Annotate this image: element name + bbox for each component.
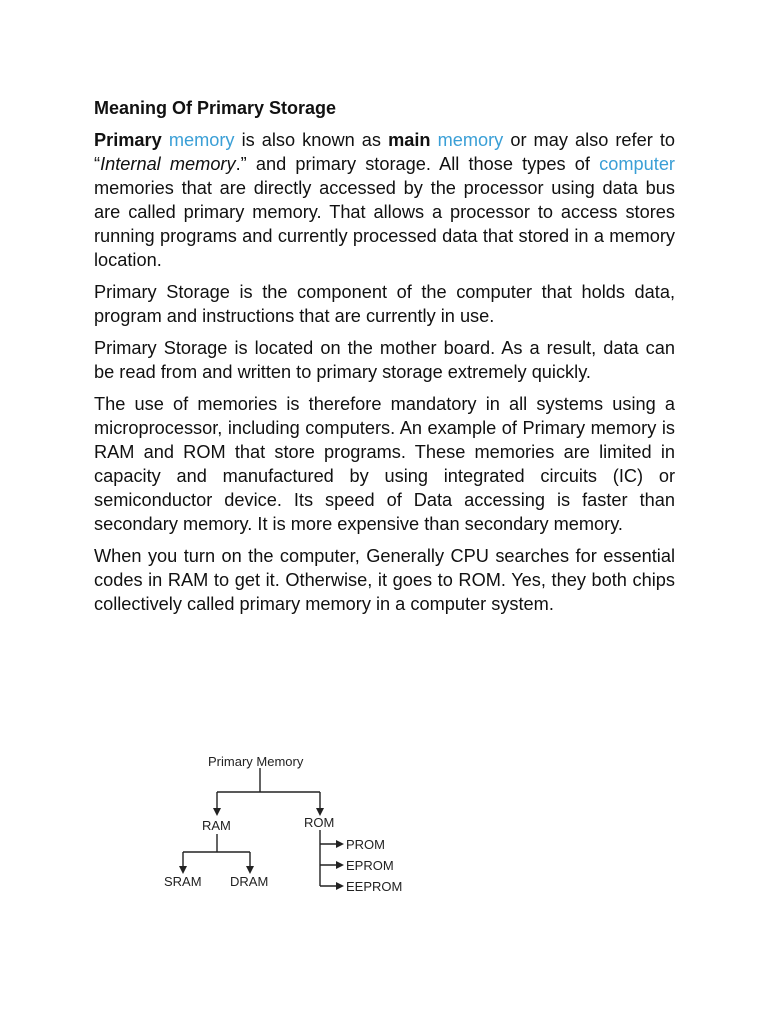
paragraph-1-text-d: memories that are directly accessed by the processor using data bus are called primary memory. That allows a processor to access stores running programs and currently processed data that stored in a memory location. bbox=[94, 178, 675, 270]
paragraph-1 bbox=[94, 128, 675, 272]
node-dram: DRAM bbox=[230, 874, 269, 889]
node-eprom: EPROM bbox=[346, 858, 394, 873]
node-eeprom: EEPROM bbox=[346, 879, 403, 894]
paragraph-3: Primary Storage is located on the mother board. As a result, data can be read from and written to primary storage extremely quickly. bbox=[94, 338, 675, 382]
memory-hierarchy-diagram bbox=[150, 740, 450, 910]
link-computer[interactable]: computer bbox=[599, 154, 675, 174]
link-memory-2[interactable]: memory bbox=[437, 130, 504, 150]
paragraph-4: The use of memories is therefore mandatory in all systems using a microprocessor, including computers. An example of Primary memory is RAM and ROM that store programs. These memories are limited in capacity and manufactured by using integrated circuits (IC) or semiconductor device. Its speed of Data accessing is faster than secondary memory. It is more expensive than secondary memory. bbox=[94, 394, 675, 534]
node-rom: ROM bbox=[304, 815, 335, 830]
paragraph-5: When you turn on the computer, Generally CPU searches for essential codes in RAM to get it. Otherwise, it goes to ROM. Yes, they both chips collectively called primary memory in a computer system. bbox=[94, 546, 675, 614]
bold-primary: Primary bbox=[94, 130, 162, 150]
paragraph-1-text-a: is also known as bbox=[241, 130, 381, 150]
paragraph-1-text-c: .” and primary storage. All those types of bbox=[235, 154, 590, 174]
italic-internal-memory: Internal memory bbox=[100, 154, 236, 174]
node-prom: PROM bbox=[346, 837, 385, 852]
node-sram: SRAM bbox=[164, 874, 202, 889]
link-memory[interactable]: memory bbox=[168, 130, 235, 150]
paragraph-2: Primary Storage is the component of the computer that holds data, program and instructions that are currently in use. bbox=[94, 282, 675, 326]
node-primary-memory: Primary Memory bbox=[208, 754, 304, 769]
page-title: Meaning Of Primary Storage bbox=[94, 98, 337, 118]
node-ram: RAM bbox=[202, 818, 231, 833]
document-page bbox=[94, 96, 675, 624]
paragraph-1-text-b: or may also refer to “ bbox=[94, 130, 675, 174]
bold-main: main bbox=[388, 130, 431, 150]
